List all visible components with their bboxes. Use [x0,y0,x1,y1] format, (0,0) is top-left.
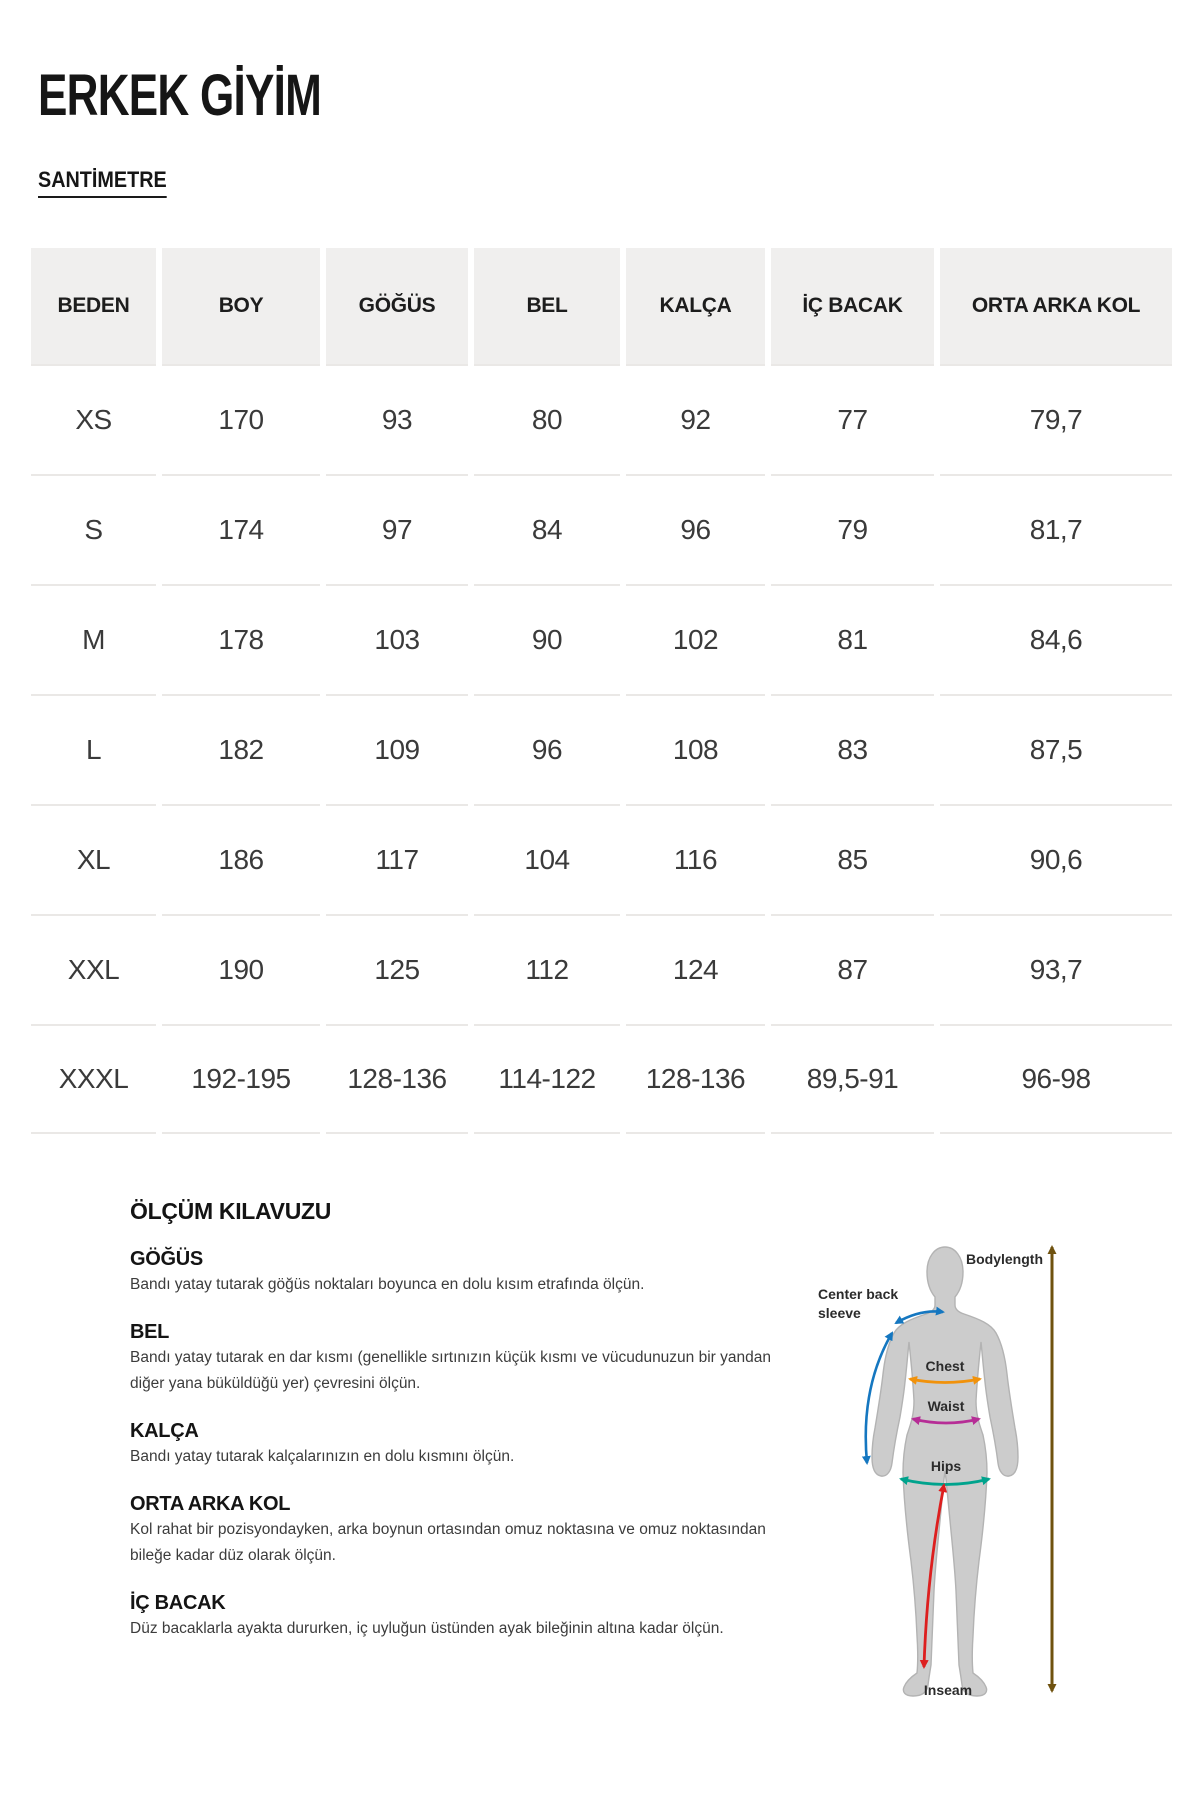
measurement-cell: 170 [162,364,320,474]
guide-section-heading: BEL [130,1321,170,1343]
page-title: ERKEK GİYİM [38,63,322,128]
guide-section-heading: KALÇA [130,1420,199,1442]
size-label-cell: M [31,584,156,694]
measurement-cell: 125 [326,914,468,1024]
measurement-cell: 80 [474,364,620,474]
measurement-cell: 128-136 [626,1024,765,1134]
measurement-cell: 84 [474,474,620,584]
column-header: BOY [162,248,320,364]
measurement-cell: 81 [771,584,934,694]
size-label-cell: XXL [31,914,156,1024]
guide-title: ÖLÇÜM KILAVUZU [130,1198,332,1224]
body-diagram-svg [800,1233,1120,1733]
measurement-cell: 87 [771,914,934,1024]
measurement-cell: 77 [771,364,934,474]
guide-section [130,1591,778,1642]
measurement-cell: 85 [771,804,934,914]
measurement-cell: 92 [626,364,765,474]
measurement-cell: 93,7 [940,914,1172,1024]
guide-section-text: Düz bacaklarla ayakta dururken, iç uyluğun üstünden ayak bileğinin altına kadar ölçün. [130,1620,724,1637]
measurement-cell: 93 [326,364,468,474]
measurement-cell: 104 [474,804,620,914]
measurement-cell: 96-98 [940,1024,1172,1134]
center-back-sleeve-label: Center back [818,1286,899,1302]
column-header: GÖĞÜS [326,248,468,364]
measurement-cell: 192-195 [162,1024,320,1134]
guide-section-heading: ORTA ARKA KOL [130,1493,291,1515]
measurement-cell: 96 [474,694,620,804]
inseam-label: Inseam [923,1682,973,1698]
size-label-cell: XS [31,364,156,474]
center-back-sleeve-label-2: sleeve [818,1305,861,1321]
table-row [31,804,1172,914]
measurement-cell: 128-136 [326,1024,468,1134]
guide-section-text: Kol rahat bir pozisyondayken, arka boynun ortasından omuz noktasına ve omuz noktasından bileğe kadar düz olarak ölçün. [130,1521,766,1564]
column-header: ORTA ARKA KOL [940,248,1172,364]
measurement-cell: 103 [326,584,468,694]
measurement-cell: 109 [326,694,468,804]
measurement-cell: 182 [162,694,320,804]
table-row [31,364,1172,474]
measurement-cell: 89,5-91 [771,1024,934,1134]
measurement-cell: 186 [162,804,320,914]
body-diagram [800,1233,1120,1733]
measurement-cell: 117 [326,804,468,914]
measurement-cell: 112 [474,914,620,1024]
measurement-cell: 108 [626,694,765,804]
measurement-cell: 87,5 [940,694,1172,804]
guide-section [130,1320,778,1397]
column-header: BEDEN [31,248,156,364]
guide-section-text: Bandı yatay tutarak en dar kısmı (genellikle sırtınızın küçük kısmı ve vücudunuzun bir yandan diğer yana büküldüğü yer) çevresini ölçün. [130,1349,771,1392]
measurement-cell: 116 [626,804,765,914]
table-row [31,584,1172,694]
table-row [31,1024,1172,1134]
hips-label: Hips [930,1458,962,1474]
measurement-cell: 102 [626,584,765,694]
unit-tab-centimeter[interactable]: SANTİMETRE [38,167,167,198]
size-label-cell: XXXL [31,1024,156,1134]
size-label-cell: S [31,474,156,584]
column-header: İÇ BACAK [771,248,934,364]
table-row [31,694,1172,804]
guide-section-text: Bandı yatay tutarak kalçalarınızın en dolu kısmını ölçün. [130,1448,515,1465]
measurement-cell: 96 [626,474,765,584]
size-label-cell: L [31,694,156,804]
measurement-cell: 174 [162,474,320,584]
measurement-cell: 90,6 [940,804,1172,914]
chest-label: Chest [925,1358,965,1374]
guide-section-heading: GÖĞÜS [130,1248,203,1270]
column-header: KALÇA [626,248,765,364]
measurement-cell: 124 [626,914,765,1024]
table-row [31,474,1172,584]
size-table-header-row [31,248,1172,364]
measurement-cell: 81,7 [940,474,1172,584]
size-label-cell: XL [31,804,156,914]
guide-section-heading: İÇ BACAK [130,1592,226,1614]
waist-label: Waist [927,1398,965,1414]
measurement-cell: 114-122 [474,1024,620,1134]
guide-section-text: Bandı yatay tutarak göğüs noktaları boyunca en dolu kısım etrafında ölçün. [130,1276,645,1293]
table-row [31,914,1172,1024]
guide-section [130,1247,778,1298]
measurement-cell: 178 [162,584,320,694]
measurement-cell: 84,6 [940,584,1172,694]
measurement-cell: 90 [474,584,620,694]
column-header: BEL [474,248,620,364]
size-table [25,248,1178,1134]
measurement-cell: 97 [326,474,468,584]
measurement-cell: 190 [162,914,320,1024]
guide-section [130,1492,778,1569]
bodylength-label: Bodylength [966,1251,1043,1267]
size-table-body [31,364,1172,1134]
measurement-cell: 83 [771,694,934,804]
guide-section [130,1419,778,1470]
measurement-cell: 79,7 [940,364,1172,474]
measurement-guide [130,1198,1170,1698]
measurement-cell: 79 [771,474,934,584]
